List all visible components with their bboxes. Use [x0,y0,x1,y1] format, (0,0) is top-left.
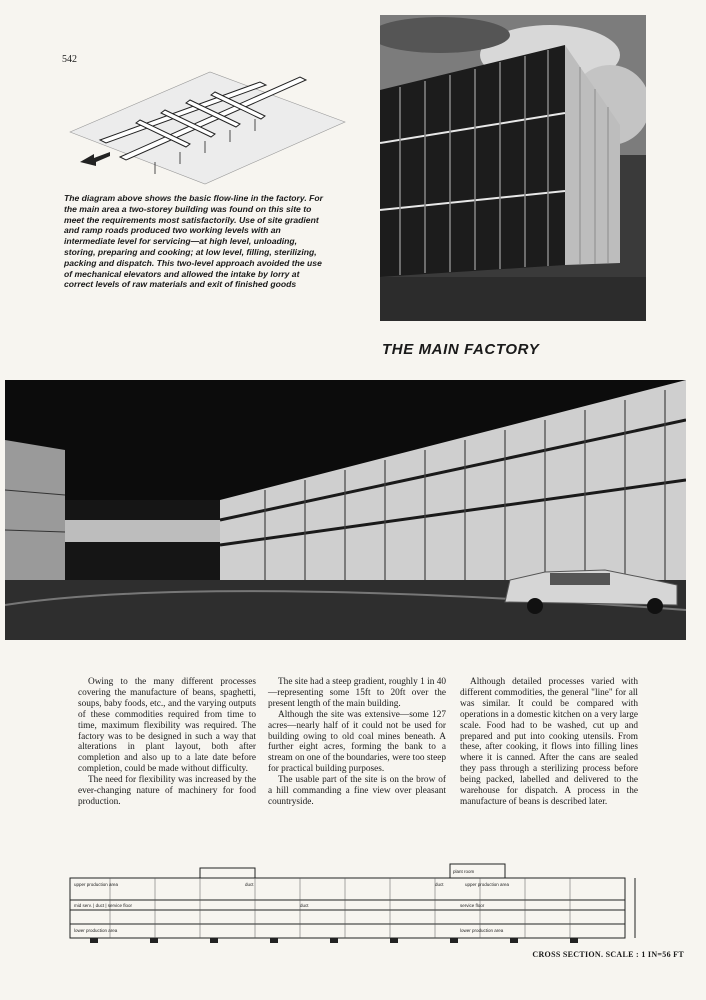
label-duct-3: duct [300,903,309,908]
label-plant-room: plant room [453,869,475,874]
article-paragraph: Although detailed processes varied with different commodities, the general "line" for all was similar. It could be compared with operations in a domestic kitchen on a very large scale. Food had to be washed, cut up and prepared and put into cooking utensils. From these, after cooking, it flows into filling lines where it is canned. After the cans are sealed they pass through a sterilizing process before being packed, labelled and delivered to the warehouse for dispatch. A process in the manufacture of beans is described later. [460,677,638,807]
main-factory-night-photo [5,380,686,640]
label-duct-2: duct [435,882,444,887]
page-number: 542 [62,54,77,65]
article-column-3 [460,677,638,808]
label-lower-area-right: lower production area [460,928,504,933]
flow-line-diagram [60,62,350,187]
factory-corner-photo [380,15,646,321]
cross-section-caption: CROSS SECTION. SCALE : 1 IN=56 FT [532,950,684,959]
article-paragraph: Although the site was extensive—some 127 acres—nearly half of it could not be used for building owing to old coal mines beneath. A further eight acres, forming the bank to a stream on one of the boundaries, were too steep for practical building purposes. [268,709,446,775]
article-column-1 [78,677,256,808]
article-paragraph: The need for flexibility was increased by the ever-changing nature of machinery for food production. [78,775,256,807]
article-paragraph: Owing to the many different processes covering the manufacture of beans, spaghetti, soups, baby foods, etc., and the varying outputs of these commodities required from time to time, maximum flexibility was required. The factory was to be designed in such a way that alterations in plant layout, both after completion and also up to a late date before completion, could be made without difficulty. [78,677,256,775]
left-wing-building [5,440,65,585]
label-duct-1: duct [245,882,254,887]
diagram-flow-arrow [80,152,110,166]
article-paragraph: The usable part of the site is on the brow of a hill commanding a fine view over pleasant countryside. [268,775,446,807]
label-upper-area-right: upper production area [465,882,510,887]
label-lower-area-left: lower production area [74,928,118,933]
article-paragraph: The site had a steep gradient, roughly 1 in 40—representing some 15ft to 20ft over the present length of the main building. [268,677,446,709]
article-column-2 [268,677,446,808]
cross-section-drawing [60,858,692,954]
label-upper-area-left: upper production area [74,882,119,887]
section-heading: THE MAIN FACTORY [382,341,540,358]
diagram-caption: The diagram above shows the basic flow-line in the factory. For the main area a two-storey building was found on this site to meet the requirements most satisfactorily. Use of site gradient and ramp roads produced two working levels with an intermediate level for servicing—at high level, unloading, storing, preparing and cooking; at low level, filling, sterilizing, packing and dispatch. This two-level approach avoided the use of mechanical elevators and allowed the intake by lorry at correct levels of raw materials and exit of finished goods [64,193,323,290]
label-service-floor-left: mid serv. | duct | service floor [74,903,133,908]
diagram-ground-plane [70,72,345,184]
label-service-floor-right: service floor [460,903,485,908]
